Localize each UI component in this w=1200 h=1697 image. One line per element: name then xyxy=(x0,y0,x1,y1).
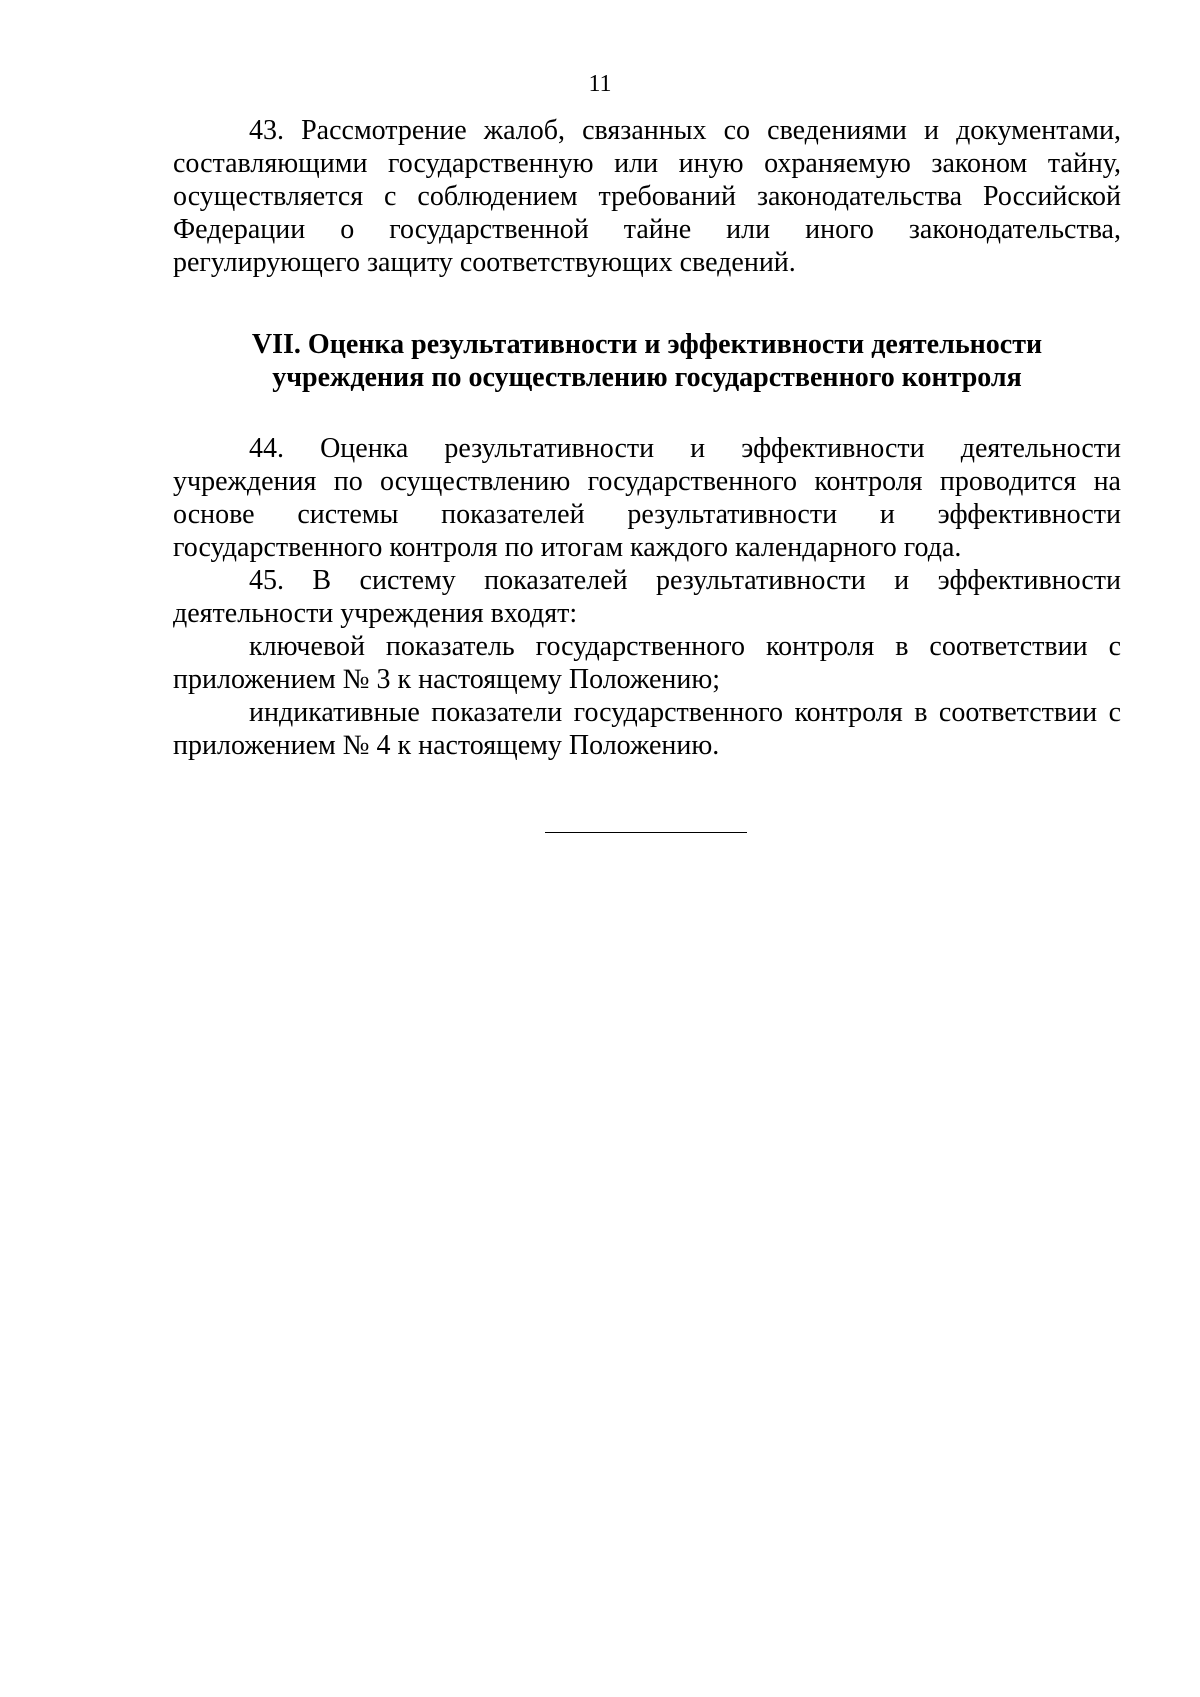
paragraph-45: 45. В систему показателей результативности и эффективности деятельности учреждения входят: xyxy=(173,565,1121,629)
section-heading-line-2: учреждения по осуществлению государственного контроля xyxy=(272,362,1022,393)
paragraph-43: 43. Рассмотрение жалоб, связанных со сведениями и документами, составляющими государственную или иную охраняемую законом тайну, осуществляется с соблюдением требований законодательства Российской Федерации о государственной тайне или иного законодательства, регулирующего защиту соответствующих сведений. xyxy=(173,115,1121,278)
section-heading-line-1: VII. Оценка результативности и эффективности деятельности xyxy=(251,329,1043,360)
closing-divider-line xyxy=(545,832,747,833)
paragraph-44: 44. Оценка результативности и эффективности деятельности учреждения по осуществлению государственного контроля проводится на основе системы показателей результативности и эффективности государственного контроля по итогам каждого календарного года. xyxy=(173,433,1121,563)
document-body xyxy=(173,114,1121,762)
page-number: 11 xyxy=(588,71,612,97)
list-item-key-indicator: ключевой показатель государственного контроля в соответствии с приложением № 3 к настоящему Положению; xyxy=(173,631,1121,695)
list-item-indicative-indicators: индикативные показатели государственного контроля в соответствии с приложением № 4 к настоящему Положению. xyxy=(173,697,1121,761)
section-heading xyxy=(173,328,1121,394)
